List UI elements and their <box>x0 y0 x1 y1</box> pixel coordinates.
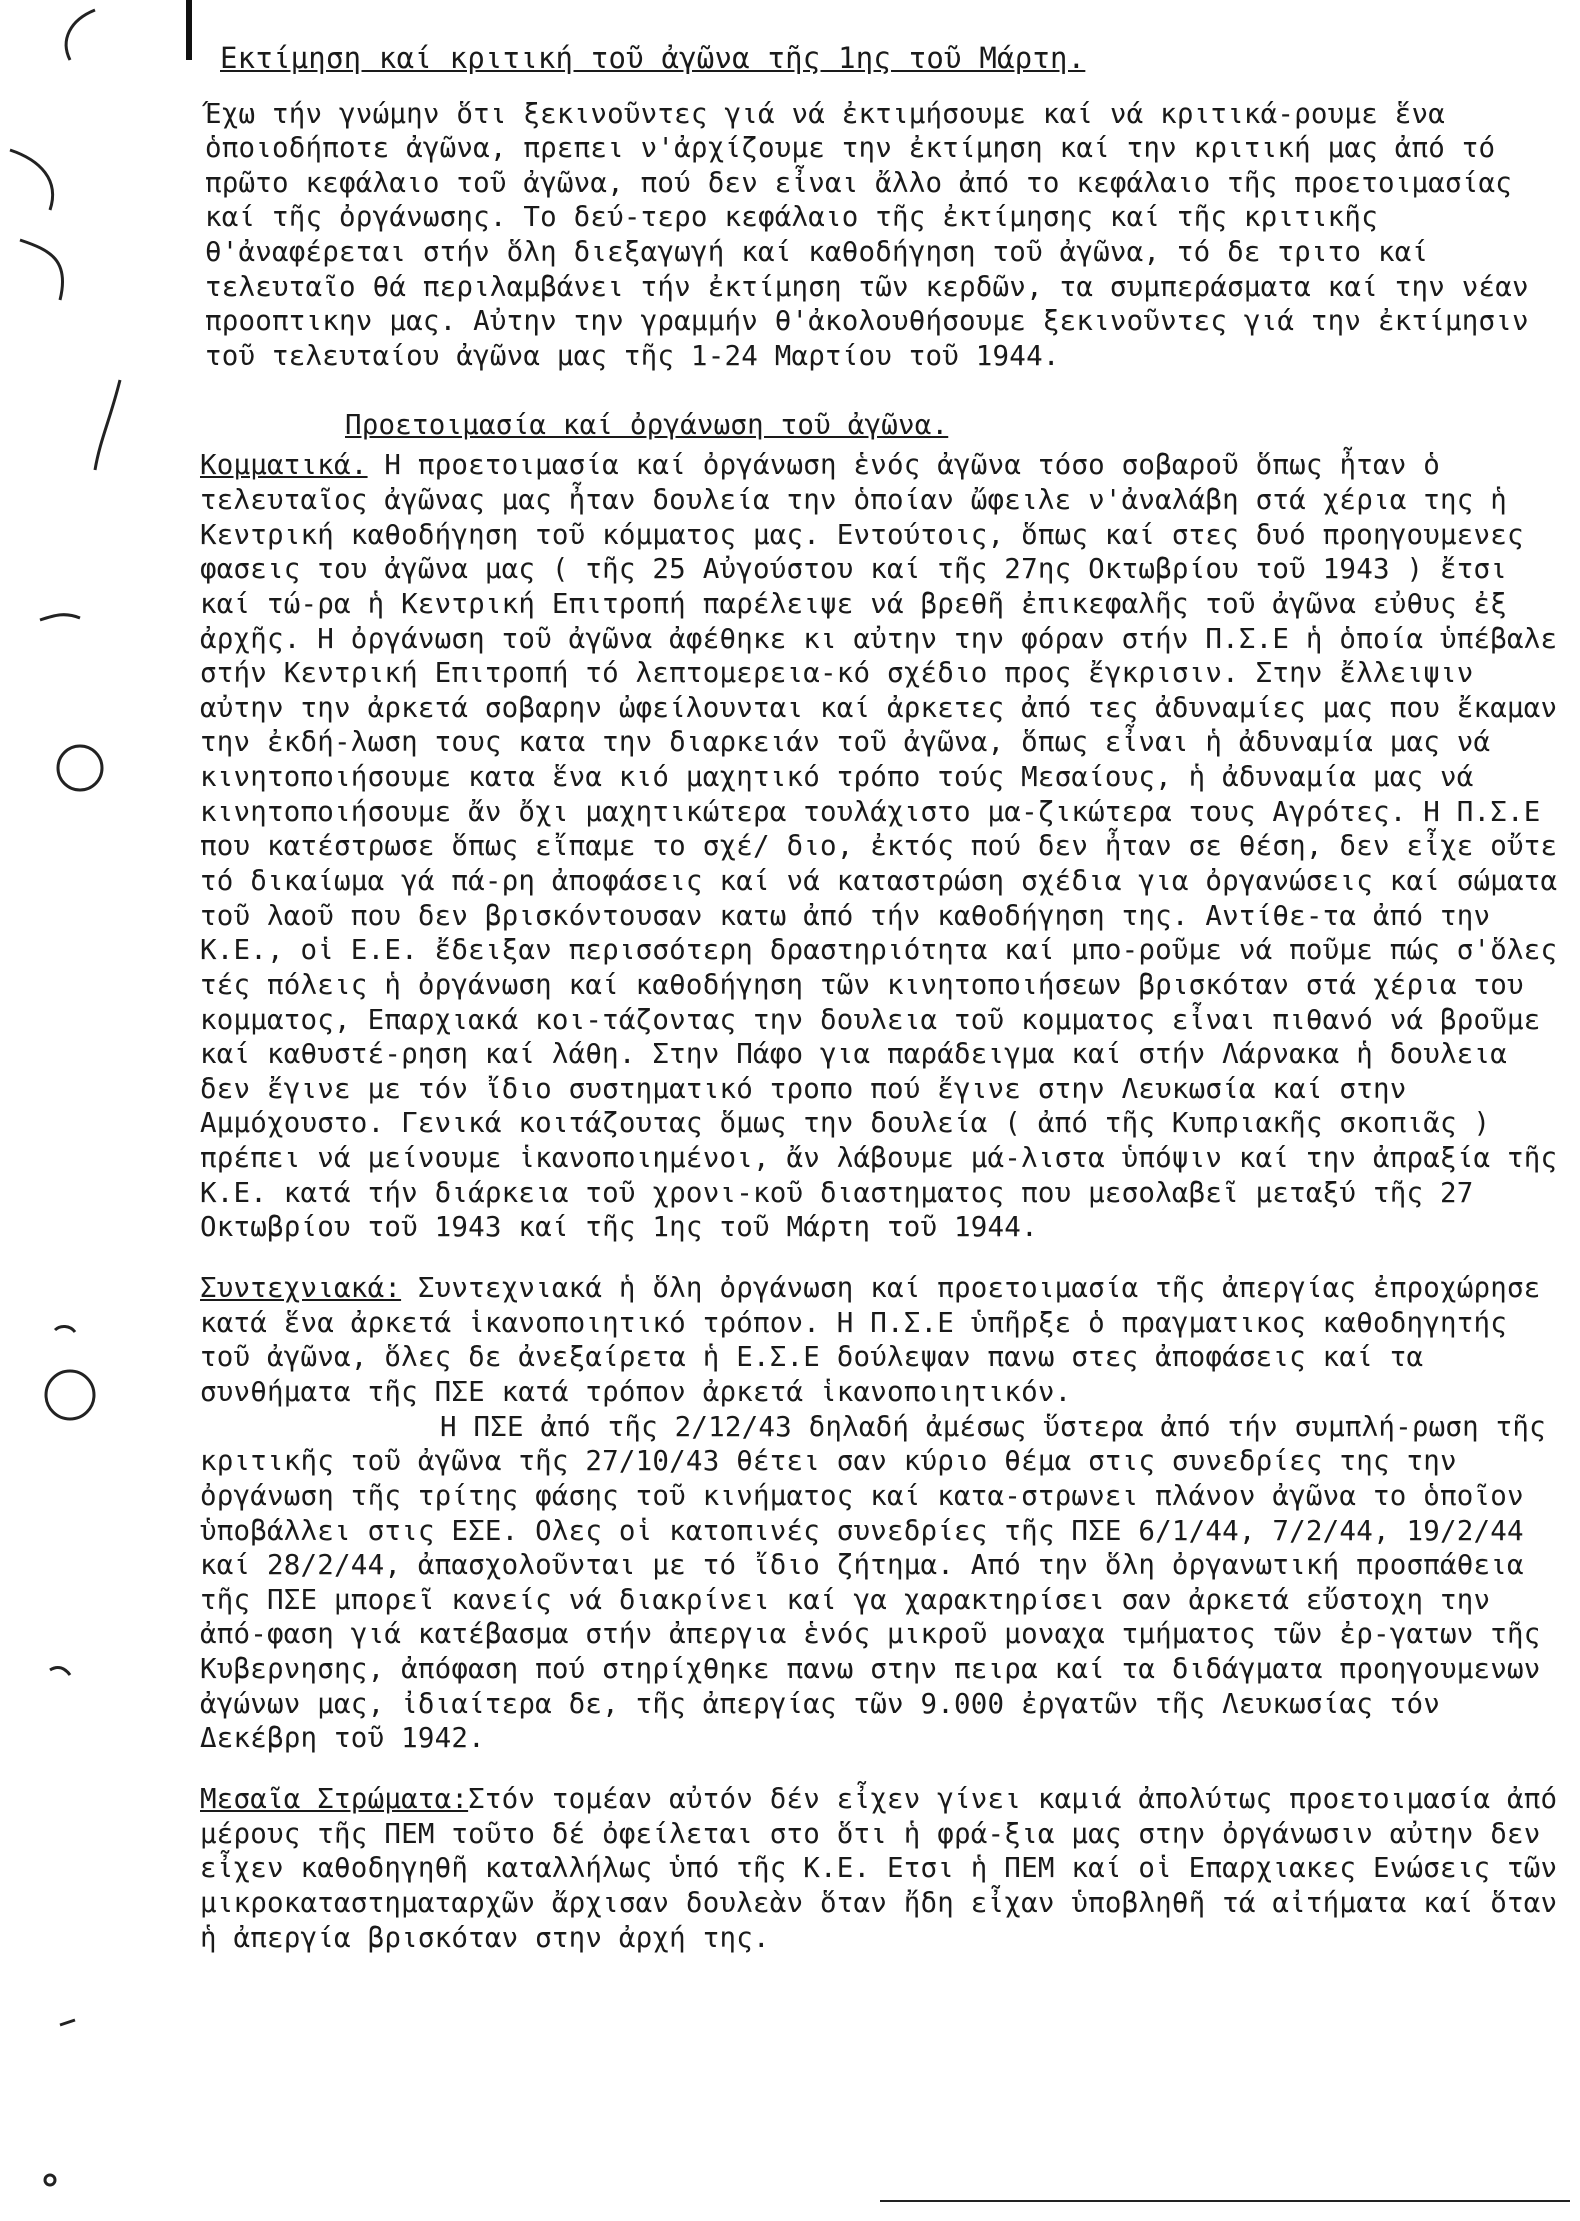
synt-paragraph-2: Η ΠΣΕ ἀπό τῆς 2/12/43 δηλαδή ἀμέσως ὕστερα ἀπό τήν συμπλή-ρωση τῆς κριτικῆς τοῦ ἀγῶνα τῆς 27/10/43 θέτει σαν κύριο θέμα στις συνεδρίες της την ὀργάνωση τῆς τρίτης φάσης τοῦ κινήματος καί κατα-στρωνει πλάνον ἀγῶνα το ὁποῖον ὑποβάλλει στις ΕΣΕ. Ολες οἱ κατοπινές συνεδρίες τῆς ΠΣΕ 6/1/44, 7/2/44, 19/2/44 καί 28/2/44, ἀπασχολοῦνται με τό ἴδιο ζήτημα. Από την ὅλη ὀργανωτική προσπάθεια τῆς ΠΣΕ μπορεῖ κανείς νά διακρίνει καί γα χαρακτηρίσει σαν ἀρκετά εὔστοχη την ἀπό-φαση γιά κατέβασμα στήν ἀπεργια ἑνός μικροῦ μοναχα τμήματος τῶν ἐρ-γατων τῆς Κυβερνησης, ἀπόφαση πού στηρίχθηκε πανω στην πειρα καί τα διδάγματα προηγουμενων ἀγώνων μας, ἰδιαίτερα δε, τῆς ἀπεργίας τῶν 9.000 ἐργατῶν τῆς Λευκωσίας τόν Δεκέβρη τοῦ 1942. <box>200 1410 1546 1755</box>
paragraph-gap <box>200 1245 1570 1271</box>
margin-scribble-mark <box>55 1326 75 1332</box>
bottom-rule <box>880 2200 1570 2202</box>
paragraph-gap <box>200 1756 1570 1782</box>
synt-text: Συντεχνιακά ἡ ὅλη ὀργάνωση καί προετοιμασία τῆς ἀπεργίας ἐπροχώρησε κατά ἕνα ἀρκετά ἱκανοποιητικό τρόπον. Η Π.Σ.Ε ὑπῆρξε ὁ πραγματικος καθοδηγητής τοῦ ἀγῶνα, ὅλες δε ἀνεξαίρετα ἡ Ε.Σ.Ε δούλεψαν πανω στες ἀποφάσεις καί τα συνθήματα τῆς ΠΣΕ κατά τρόπον ἀρκετά ἱκανοποιητικόν. <box>200 1272 1541 1408</box>
page-title: Εκτίμηση καί κριτική τοῦ ἀγῶνα τῆς 1ης τοῦ Μάρτη. <box>220 41 1086 75</box>
punch-hole-top <box>58 746 102 790</box>
margin-scribble-mark <box>20 240 63 300</box>
margin-scribble-mark <box>50 1668 70 1675</box>
margin-scribble-mark <box>60 2020 75 2025</box>
document-body <box>200 40 1570 1955</box>
section-heading: Προετοιμασία καί ὀργάνωση τοῦ ἀγῶνα. <box>345 408 949 441</box>
synt-paragraph <box>200 1271 1570 1410</box>
margin-dot-mark <box>45 2175 55 2185</box>
margin-scribble-mark <box>95 380 120 470</box>
mesaia-paragraph <box>200 1782 1570 1955</box>
komm-label: Κομματικά. <box>200 449 368 482</box>
intro-paragraph: Έχω τήν γνώμην ὅτι ξεκινοῦντες γιά νά ἐκτιμήσουμε καί νά κριτικά-ρουμε ἕνα ὁποιοδήποτε ἀγῶνα, πρεπει ν'ἀρχίζουμε την ἐκτίμηση καί την κριτική μας ἀπό τό πρῶτο κεφάλαιο τοῦ ἀγῶνα, πού δεν εἶναι ἄλλο ἀπό το κεφάλαιο τῆς προετοιμασίας καί τῆς ὀργάνωσης. Το δεύ-τερο κεφάλαιο τῆς ἐκτίμησης καί τῆς κριτικῆς θ'ἀναφέρεται στήν ὅλη διεξαγωγή καί καθοδήγηση τοῦ ἀγῶνα, τό δε τριτο καί τελευταῖο θά περιλαμβάνει τήν ἐκτίμηση τῶν κερδῶν, τα συμπεράσματα καί την νέαν προοπτικην μας. Αὐτην την γραμμήν θ'ἀκολουθήσουμε ξεκινοῦντες γιά την ἐκτίμησιν τοῦ τελευταίου ἀγῶνα μας τῆς 1-24 Μαρτίου τοῦ 1944. <box>205 97 1529 373</box>
margin-vertical-bar <box>186 0 192 60</box>
margin-scribble-mark <box>10 150 53 210</box>
mesaia-label: Μεσαῖα Στρώματα: <box>200 1783 469 1815</box>
margin-scribble-mark <box>66 10 95 60</box>
margin-scribble-mark <box>40 615 80 620</box>
punch-hole-bottom <box>46 1371 94 1419</box>
mesaia-text: Στόν τομέαν αὐτόν δέν εἶχεν γίνει καμιά ἀπολύτως προετοιμασία ἀπό μέρους τῆς ΠΕΜ τοῦτο δέ ὀφείλεται στο ὅτι ἡ φρά-ξια μας στην ὀργάνωσιν αὐτην δεν εἶχεν καθοδηγηθῆ καταλλήλως ὑπό τῆς Κ.Ε. Ετσι ἡ ΠΕΜ καί οἱ Επαρχιακες Ενώσεις τῶν μικροκαταστηματαρχῶν ἄρχισαν δουλεὰν ὅταν ἤδη εἶχαν ὑποβληθῆ τά αἰτήματα καί ὅταν ἡ ἀπεργία βρισκόταν στην ἀρχή της. <box>200 1783 1558 1954</box>
synt-label: Συντεχνιακά: <box>200 1272 402 1305</box>
komm-text: Η προετοιμασία καί ὀργάνωση ἑνός ἀγῶνα τόσο σοβαροῦ ὅπως ἦταν ὁ τελευταῖος ἀγῶνας μας ἦταν δουλεία την ὁποίαν ὤφειλε ν'ἀναλάβη στά χέρια της ἡ Κεντρική καθοδήγηση τοῦ κόμματος μας. Εντούτοις, ὅπως καί στες δυό προηγουμενες φασεις του ἀγῶνα μας ( τῆς 25 Αὐγούστου καί τῆς 27ης Οκτωβρίου τοῦ 1943 ) ἔτσι καί τώ-ρα ἡ Κεντρική Επιτροπή παρέλειψε νά βρεθῆ ἐπικεφαλῆς τοῦ ἀγῶνα εὐθυς ἐξ ἀρχῆς. Η ὀργάνωση τοῦ ἀγῶνα ἀφέθηκε κι αὐτην την φόραν στήν Π.Σ.Ε ἡ ὁποία ὑπέβαλε στήν Κεντρική Επιτροπή τό λεπτομερεια-κό σχέδιο προς ἔγκρισιν. Στην ἔλλειψιν αὐτην την ἀρκετά σοβαρην ὠφείλουνται καί ἀρκετες ἀπό τες ἀδυναμίες μας που ἔκαμαν την ἐκδή-λωση τους κατα την διαρκειάν τοῦ ἀγῶνα, ὅπως εἶναι ἡ ἀδυναμία μας νά κινητοποιήσουμε κατα ἕνα κιό μαχητικό τρόπο τούς Μεσαίους, ἡ ἀδυναμία μας νά κινητοποιήσουμε ἄν ὄχι μαχητικώτερα τουλάχιστο μα-ζικώτερα τους Αγρότες. Η Π.Σ.Ε που κατέστρωσε ὅπως εἴπαμε το σχέ/ διο, ἐκτός πού δεν ἦταν σε θέση, δεν εἶχε οὔτε τό δικαίωμα γά πά-ρη ἀποφάσεις καί νά καταστρώση σχέδια για ὀργανώσεις καί σώματα τοῦ λαοῦ που δεν βρισκόντουσαν κατω ἀπό τήν καθοδήγηση της. Αντίθε-τα ἀπό την Κ.Ε., οἱ Ε.Ε. ἔδειξαν περισσότερη δραστηριότητα καί μπο-ροῦμε νά ποῦμε πώς σ'ὅλες τές πόλεις ἡ ὀργάνωση καί καθοδήγηση τῶν κινητοποιήσεων βρισκόταν στά χέρια του κομματος, Επαρχιακά κοι-τάζοντας την δουλεια τοῦ κομματος εἶναι πιθανό νά βροῦμε καί καθυστέ-ρηση καί λάθη. Στην Πάφο για παράδειγμα καί στήν Λάρνακα ἡ δουλεια δεν ἔγινε με τόν ἴδιο συστηματικό τροπο πού ἔγινε στην Λευκωσία καί στην Αμμόχουστο. Γενικά κοιτάζουτας ὅμως την δουλεία ( ἀπό τῆς Κυπριακῆς σκοπιᾶς ) πρέπει νά μείνουμε ἱκανοποιημένοι, ἄν λάβουμε μά-λιστα ὑπόψιν καί την ἀπραξία τῆς Κ.Ε. κατά τήν διάρκεια τοῦ χρονι-κοῦ διαστηματος που μεσολαβεῖ μεταξύ τῆς 27 Οκτωβρίου τοῦ 1943 καί τῆς 1ης τοῦ Μάρτη τοῦ 1944. <box>200 449 1558 1244</box>
komm-paragraph <box>200 448 1570 1245</box>
